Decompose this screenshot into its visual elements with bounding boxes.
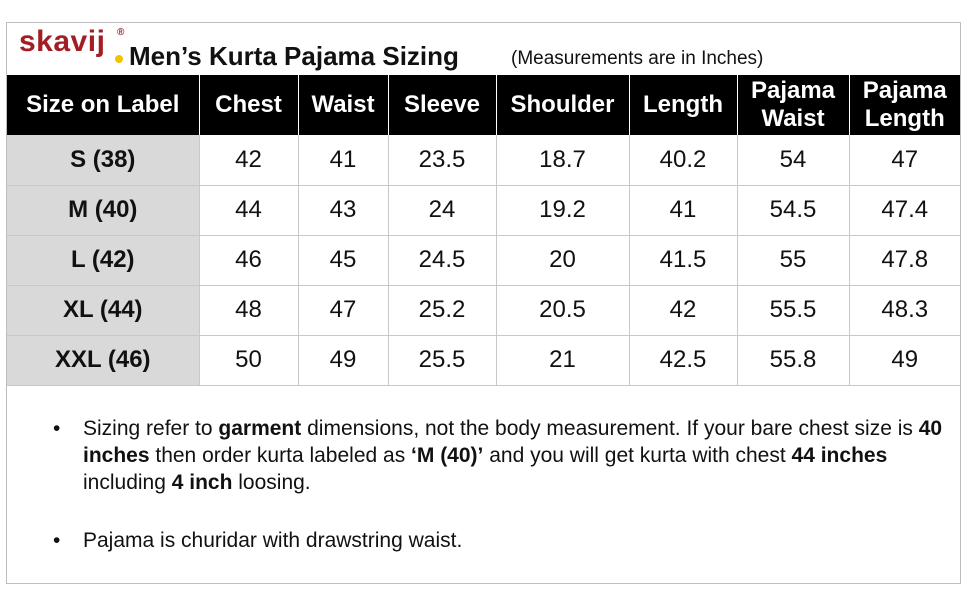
measurement-cell: 55.5 — [737, 285, 849, 335]
measurement-cell: 48 — [199, 285, 298, 335]
measurement-cell: 55.8 — [737, 335, 849, 385]
measurement-cell: 41 — [298, 135, 388, 185]
header-shoulder: Shoulder — [496, 75, 629, 135]
measurement-cell: 54.5 — [737, 185, 849, 235]
measurement-cell: 42 — [629, 285, 737, 335]
table-row — [7, 285, 960, 335]
measurement-cell: 44 — [199, 185, 298, 235]
header-chest: Chest — [199, 75, 298, 135]
measurement-cell: 20.5 — [496, 285, 629, 335]
registered-mark: ® — [117, 27, 125, 38]
measurement-cell: 21 — [496, 335, 629, 385]
measurement-cell: 24.5 — [388, 235, 496, 285]
size-label-cell: XL (44) — [7, 285, 199, 335]
note-segment: then order kurta labeled as — [149, 444, 412, 467]
note-segment: and you will get kurta with chest — [483, 444, 792, 467]
note-emphasis: 44 inches — [791, 444, 888, 467]
size-label-cell: L (42) — [7, 235, 199, 285]
measurement-cell: 25.5 — [388, 335, 496, 385]
measurement-cell: 55 — [737, 235, 849, 285]
note-emphasis: 4 inch — [171, 471, 233, 494]
measurement-cell: 49 — [849, 335, 960, 385]
page-title: Men’s Kurta Pajama Sizing — [129, 41, 459, 71]
note-emphasis: garment — [218, 417, 302, 440]
measurement-cell: 45 — [298, 235, 388, 285]
table-header-row — [7, 75, 960, 135]
measurement-cell: 20 — [496, 235, 629, 285]
measurement-cell: 43 — [298, 185, 388, 235]
note-text — [83, 415, 953, 496]
measurement-cell: 49 — [298, 335, 388, 385]
brand-logo: skavij — [19, 25, 106, 58]
note-segment: including — [83, 471, 172, 494]
measurement-cell: 40.2 — [629, 135, 737, 185]
note-segment: Sizing refer to — [83, 417, 219, 440]
measurement-cell: 47 — [298, 285, 388, 335]
note-segment: loosing. — [232, 471, 311, 494]
measurement-cell: 48.3 — [849, 285, 960, 335]
measurement-cell: 47.8 — [849, 235, 960, 285]
measurement-cell: 41 — [629, 185, 737, 235]
size-label-cell: S (38) — [7, 135, 199, 185]
note-emphasis: ‘M (40)’ — [411, 444, 484, 467]
size-chart-panel — [6, 22, 961, 584]
note-text — [83, 527, 953, 554]
header-pajama-waist: Pajama Waist — [737, 75, 849, 135]
measurement-cell: 47 — [849, 135, 960, 185]
bullet-icon: • — [53, 417, 61, 440]
measurement-cell: 24 — [388, 185, 496, 235]
note-segment: dimensions, not the body measurement. If your bare chest size is — [301, 417, 919, 440]
table-row — [7, 135, 960, 185]
title-row — [7, 23, 960, 73]
measurement-cell: 18.7 — [496, 135, 629, 185]
measurement-cell: 42.5 — [629, 335, 737, 385]
measurement-cell: 19.2 — [496, 185, 629, 235]
header-waist: Waist — [298, 75, 388, 135]
measurement-cell: 46 — [199, 235, 298, 285]
table-row — [7, 335, 960, 385]
logo-dot-icon — [115, 55, 123, 63]
header-size-on-label: Size on Label — [7, 75, 199, 135]
header-sleeve: Sleeve — [388, 75, 496, 135]
bullet-icon: • — [53, 529, 61, 552]
measurement-cell: 54 — [737, 135, 849, 185]
header-length: Length — [629, 75, 737, 135]
table-row — [7, 185, 960, 235]
note-emphasis: 40 inches — [83, 417, 943, 467]
note-segment: Pajama is churidar with drawstring waist. — [83, 529, 463, 552]
measurement-cell: 50 — [199, 335, 298, 385]
page-subtitle: (Measurements are in Inches) — [511, 48, 764, 69]
measurement-cell: 23.5 — [388, 135, 496, 185]
measurement-cell: 47.4 — [849, 185, 960, 235]
measurement-cell: 25.2 — [388, 285, 496, 335]
header-pajama-length: Pajama Length — [849, 75, 960, 135]
size-label-cell: XXL (46) — [7, 335, 199, 385]
size-label-cell: M (40) — [7, 185, 199, 235]
size-table — [7, 75, 960, 386]
measurement-cell: 42 — [199, 135, 298, 185]
table-row — [7, 235, 960, 285]
measurement-cell: 41.5 — [629, 235, 737, 285]
